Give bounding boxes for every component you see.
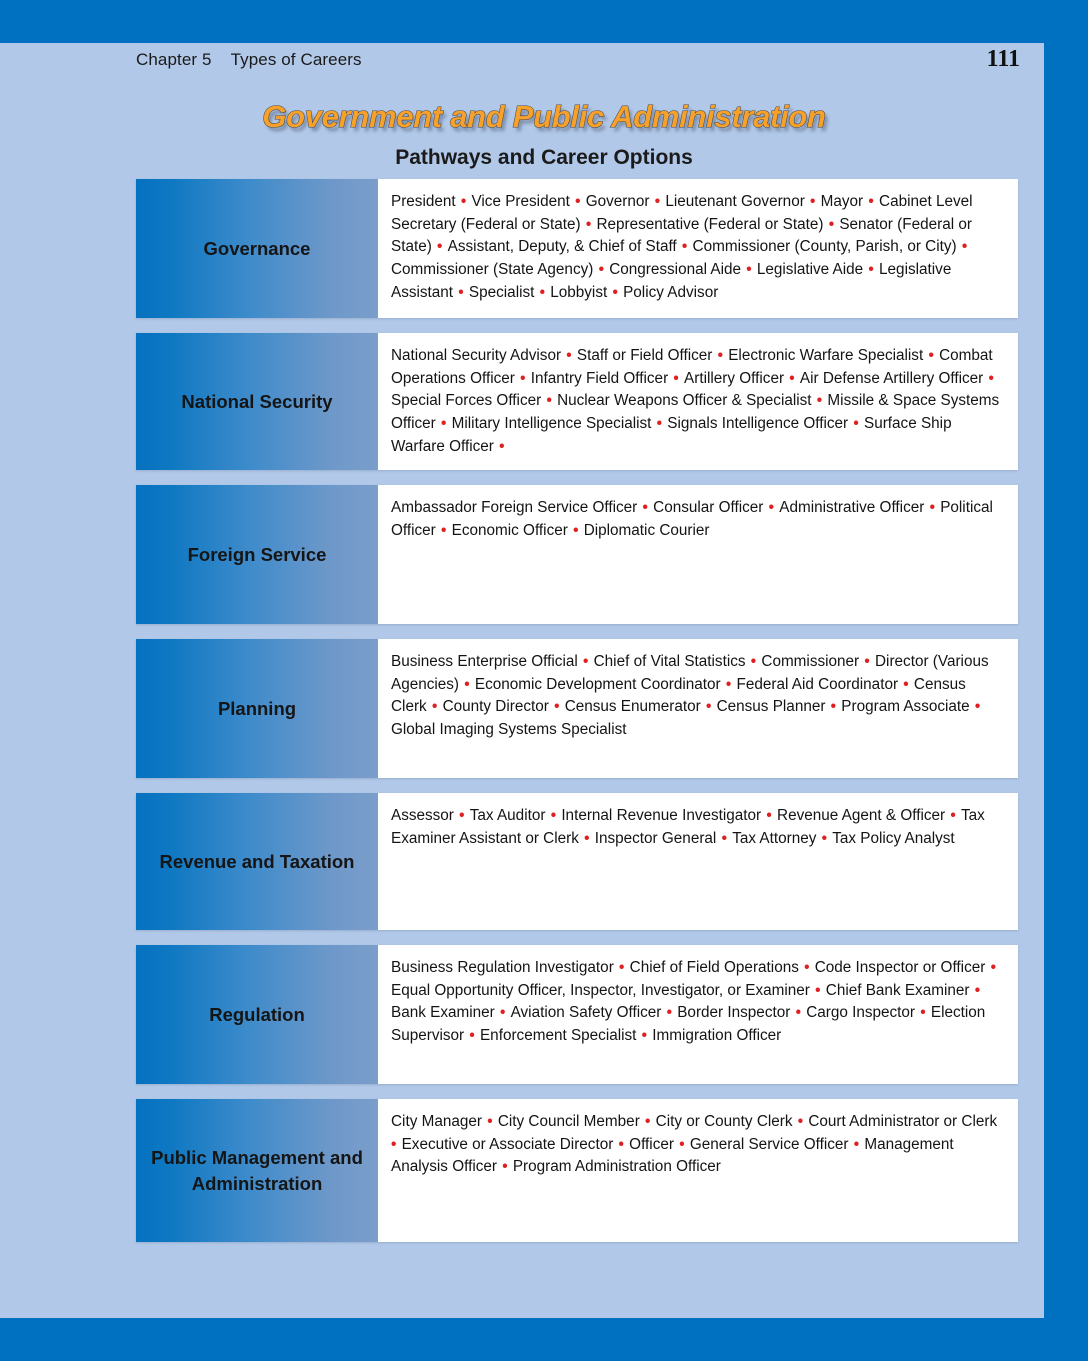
bullet-separator-icon: • xyxy=(640,1113,655,1131)
bullet-separator-icon: • xyxy=(578,653,593,671)
pathway-label-cell xyxy=(136,485,378,624)
career-option: Program Administration Officer xyxy=(512,1158,721,1176)
bullet-separator-icon: • xyxy=(817,829,832,847)
career-option: Assistant, Deputy, & Chief of Staff xyxy=(447,238,677,256)
career-option: Lobbyist xyxy=(550,283,608,301)
bullet-separator-icon: • xyxy=(899,675,913,693)
running-head xyxy=(136,50,362,70)
table-row xyxy=(136,179,1018,318)
career-option: Congressional Aide xyxy=(609,260,742,278)
career-option: Consular Officer xyxy=(653,499,764,517)
bullet-separator-icon: • xyxy=(495,1004,510,1022)
chapter-number: Chapter 5 xyxy=(136,50,212,69)
bullet-separator-icon: • xyxy=(608,283,623,301)
bullet-separator-icon: • xyxy=(436,521,451,539)
career-option: Legislative Aide xyxy=(756,260,864,278)
career-option: Chief of Field Operations xyxy=(629,959,799,977)
table-row xyxy=(136,793,1018,930)
bullet-separator-icon: • xyxy=(570,193,585,210)
career-option: Commissioner (State Agency) xyxy=(391,260,594,278)
career-option: Electronic Warfare Specialist xyxy=(728,347,924,364)
career-option: Governor xyxy=(585,193,650,210)
bullet-separator-icon: • xyxy=(916,1004,930,1022)
career-options-cell xyxy=(378,793,1018,930)
bullet-separator-icon: • xyxy=(946,807,960,825)
bullet-separator-icon: • xyxy=(638,499,653,517)
bullet-separator-icon: • xyxy=(650,193,665,210)
bullet-separator-icon: • xyxy=(579,829,594,847)
career-option: Equal Opportunity Officer, Inspector, Investigator, or Examiner xyxy=(391,981,810,999)
bullet-separator-icon: • xyxy=(652,414,667,432)
career-option: Political Officer xyxy=(391,499,993,539)
career-option: Vice President xyxy=(471,193,570,210)
bullet-separator-icon: • xyxy=(864,193,879,210)
career-option: Surface Ship Warfare Officer xyxy=(391,414,952,455)
pathway-label-cell xyxy=(136,639,378,778)
bullet-separator-icon: • xyxy=(614,959,629,977)
career-option: Tax Auditor xyxy=(469,807,546,825)
career-option: Tax Attorney xyxy=(732,829,817,847)
career-option: Economic Officer xyxy=(451,521,568,539)
pathway-label-cell xyxy=(136,793,378,930)
career-option: Cabinet Level Secretary (Federal or State) xyxy=(391,193,973,233)
career-option: Legislative Assistant xyxy=(391,260,952,301)
career-option: Special Forces Officer xyxy=(391,392,542,410)
pathway-name: Planning xyxy=(217,698,297,720)
bullet-separator-icon: • xyxy=(793,1113,808,1131)
career-option: Border Inspector xyxy=(677,1004,791,1022)
bullet-separator-icon: • xyxy=(482,1113,497,1131)
bullet-separator-icon: • xyxy=(986,959,996,977)
pathway-label-cell xyxy=(136,333,378,470)
pathways-table xyxy=(136,179,1018,1257)
bullet-separator-icon: • xyxy=(432,238,447,256)
career-option: Officer xyxy=(629,1135,674,1153)
bullet-separator-icon: • xyxy=(594,260,609,278)
career-option: Tax Examiner Assistant or Clerk xyxy=(391,807,985,847)
bullet-separator-icon: • xyxy=(549,698,564,716)
career-option: Commissioner (County, Parish, or City) xyxy=(692,238,957,256)
career-option: Business Regulation Investigator xyxy=(391,959,614,977)
career-option: Internal Revenue Investigator xyxy=(561,807,762,825)
pathway-name: Regulation xyxy=(209,1004,305,1026)
career-option: Tax Policy Analyst xyxy=(832,829,955,847)
bullet-separator-icon: • xyxy=(849,414,863,432)
bullet-separator-icon: • xyxy=(984,369,994,387)
bullet-separator-icon: • xyxy=(465,1027,479,1044)
bullet-separator-icon: • xyxy=(391,1135,401,1153)
bullet-separator-icon: • xyxy=(810,981,825,999)
career-options-cell xyxy=(378,1099,1018,1242)
career-option: City or County Clerk xyxy=(655,1113,793,1131)
pathway-label-cell xyxy=(136,1099,378,1242)
bullet-separator-icon: • xyxy=(762,807,777,825)
bottom-decorative-band xyxy=(0,1318,1088,1361)
bullet-separator-icon: • xyxy=(799,959,814,977)
bullet-separator-icon: • xyxy=(637,1027,652,1044)
career-option: Ambassador Foreign Service Officer xyxy=(391,499,638,517)
career-option: Combat Operations Officer xyxy=(391,347,993,387)
career-option: Census Clerk xyxy=(391,675,966,716)
career-option: Enforcement Specialist xyxy=(479,1027,637,1044)
career-option: Senator (Federal or State) xyxy=(391,215,972,256)
career-option: Management Analysis Officer xyxy=(391,1135,954,1176)
career-option: Census Planner xyxy=(716,698,826,716)
bullet-separator-icon: • xyxy=(746,653,761,671)
career-option: Bank Examiner xyxy=(391,1004,495,1022)
career-option: Aviation Safety Officer xyxy=(510,1004,662,1022)
bullet-separator-icon: • xyxy=(713,347,728,364)
table-row xyxy=(136,945,1018,1084)
career-option: Representative (Federal or State) xyxy=(596,215,824,233)
table-row xyxy=(136,485,1018,624)
bullet-separator-icon: • xyxy=(614,1135,629,1153)
bullet-separator-icon: • xyxy=(562,347,576,364)
bullet-separator-icon: • xyxy=(568,521,583,539)
bullet-separator-icon: • xyxy=(717,829,732,847)
career-option: General Service Officer xyxy=(689,1135,849,1153)
bullet-separator-icon: • xyxy=(427,698,442,716)
career-option: Air Defense Artillery Officer xyxy=(799,369,984,387)
bullet-separator-icon: • xyxy=(662,1004,677,1022)
pathway-label-cell xyxy=(136,945,378,1084)
bullet-separator-icon: • xyxy=(864,260,879,278)
bullet-separator-icon: • xyxy=(546,807,561,825)
table-row xyxy=(136,333,1018,470)
bullet-separator-icon: • xyxy=(925,499,940,517)
pathway-name: Revenue and Taxation xyxy=(159,851,355,873)
bullet-separator-icon: • xyxy=(456,193,471,210)
career-option: Missile & Space Systems Officer xyxy=(391,392,1000,432)
pathway-label-cell xyxy=(136,179,378,318)
career-option: Diplomatic Courier xyxy=(583,521,710,539)
table-row xyxy=(136,1099,1018,1242)
career-option: Revenue Agent & Officer xyxy=(777,807,946,825)
bullet-separator-icon: • xyxy=(677,238,692,256)
bullet-separator-icon: • xyxy=(460,675,474,693)
bullet-separator-icon: • xyxy=(785,369,799,387)
page-subtitle: Pathways and Career Options xyxy=(395,146,693,169)
cluster-title: Government and Public Administration xyxy=(262,99,826,134)
career-option: Business Enterprise Official xyxy=(391,653,578,671)
bullet-separator-icon: • xyxy=(515,369,530,387)
career-option: Commissioner xyxy=(761,653,860,671)
career-option: President xyxy=(391,193,456,210)
bullet-separator-icon: • xyxy=(764,499,779,517)
career-option: Staff or Field Officer xyxy=(576,347,713,364)
pathway-name: Governance xyxy=(203,237,311,259)
bullet-separator-icon: • xyxy=(497,1158,512,1176)
pathway-name: National Security xyxy=(181,390,333,412)
page-number: 111 xyxy=(986,46,1020,72)
career-option: Immigration Officer xyxy=(652,1027,782,1044)
bullet-separator-icon: • xyxy=(674,1135,689,1153)
bullet-separator-icon: • xyxy=(581,215,596,233)
career-option: Cargo Inspector xyxy=(806,1004,916,1022)
career-option: Policy Advisor xyxy=(623,283,719,301)
bullet-separator-icon: • xyxy=(957,238,968,256)
career-options-cell xyxy=(378,333,1018,470)
top-decorative-band xyxy=(0,0,1088,43)
bullet-separator-icon: • xyxy=(812,392,827,410)
career-options-cell xyxy=(378,945,1018,1084)
career-option: Chief Bank Examiner xyxy=(825,981,970,999)
right-decorative-band xyxy=(1044,0,1088,1361)
bullet-separator-icon: • xyxy=(721,675,736,693)
career-option: Economic Development Coordinator xyxy=(474,675,721,693)
career-option: Administrative Officer xyxy=(779,499,925,517)
career-option: City Council Member xyxy=(497,1113,640,1131)
bullet-separator-icon: • xyxy=(742,260,756,278)
bullet-separator-icon: • xyxy=(849,1135,864,1153)
bullet-separator-icon: • xyxy=(454,807,469,825)
career-option: Global Imaging Systems Specialist xyxy=(391,721,627,738)
bullet-separator-icon: • xyxy=(970,698,981,716)
bullet-separator-icon: • xyxy=(924,347,939,364)
bullet-separator-icon: • xyxy=(791,1004,806,1022)
career-option: County Director xyxy=(442,698,549,716)
career-option: Chief of Vital Statistics xyxy=(593,653,746,671)
chapter-title: Types of Careers xyxy=(230,50,362,69)
bullet-separator-icon: • xyxy=(494,437,505,455)
bullet-separator-icon: • xyxy=(805,193,820,210)
career-option: Election Supervisor xyxy=(391,1004,986,1044)
pathway-name: Foreign Service xyxy=(187,544,327,566)
bullet-separator-icon: • xyxy=(542,392,557,410)
career-option: Inspector General xyxy=(594,829,717,847)
career-option: Federal Aid Coordinator xyxy=(736,675,899,693)
bullet-separator-icon: • xyxy=(824,215,839,233)
career-option: Executive or Associate Director xyxy=(401,1135,614,1153)
bullet-separator-icon: • xyxy=(860,653,874,671)
career-option: Code Inspector or Officer xyxy=(814,959,986,977)
career-options-cell xyxy=(378,179,1018,318)
career-option: Census Enumerator xyxy=(564,698,701,716)
career-option: Artillery Officer xyxy=(684,369,785,387)
bullet-separator-icon: • xyxy=(669,369,684,387)
bullet-separator-icon: • xyxy=(454,283,468,301)
career-option: Specialist xyxy=(468,283,535,301)
table-row xyxy=(136,639,1018,778)
bullet-separator-icon: • xyxy=(535,283,550,301)
career-option: Program Associate xyxy=(841,698,970,716)
career-option: Assessor xyxy=(391,807,454,825)
bullet-separator-icon: • xyxy=(970,981,981,999)
career-option: Director (Various Agencies) xyxy=(391,653,989,693)
pathway-name: Public Management and Administration xyxy=(151,1147,363,1194)
career-option: Signals Intelligence Officer xyxy=(667,414,849,432)
career-option: Nuclear Weapons Officer & Specialist xyxy=(557,392,812,410)
bullet-separator-icon: • xyxy=(701,698,716,716)
career-option: Court Administrator or Clerk xyxy=(808,1113,998,1131)
bullet-separator-icon: • xyxy=(826,698,841,716)
career-option: Mayor xyxy=(820,193,864,210)
career-options-cell xyxy=(378,485,1018,624)
career-option: National Security Advisor xyxy=(391,347,562,364)
career-option: City Manager xyxy=(391,1113,482,1131)
bullet-separator-icon: • xyxy=(436,414,451,432)
career-option: Lieutenant Governor xyxy=(665,193,805,210)
career-option: Infantry Field Officer xyxy=(530,369,669,387)
career-option: Military Intelligence Specialist xyxy=(451,414,652,432)
career-options-cell xyxy=(378,639,1018,778)
